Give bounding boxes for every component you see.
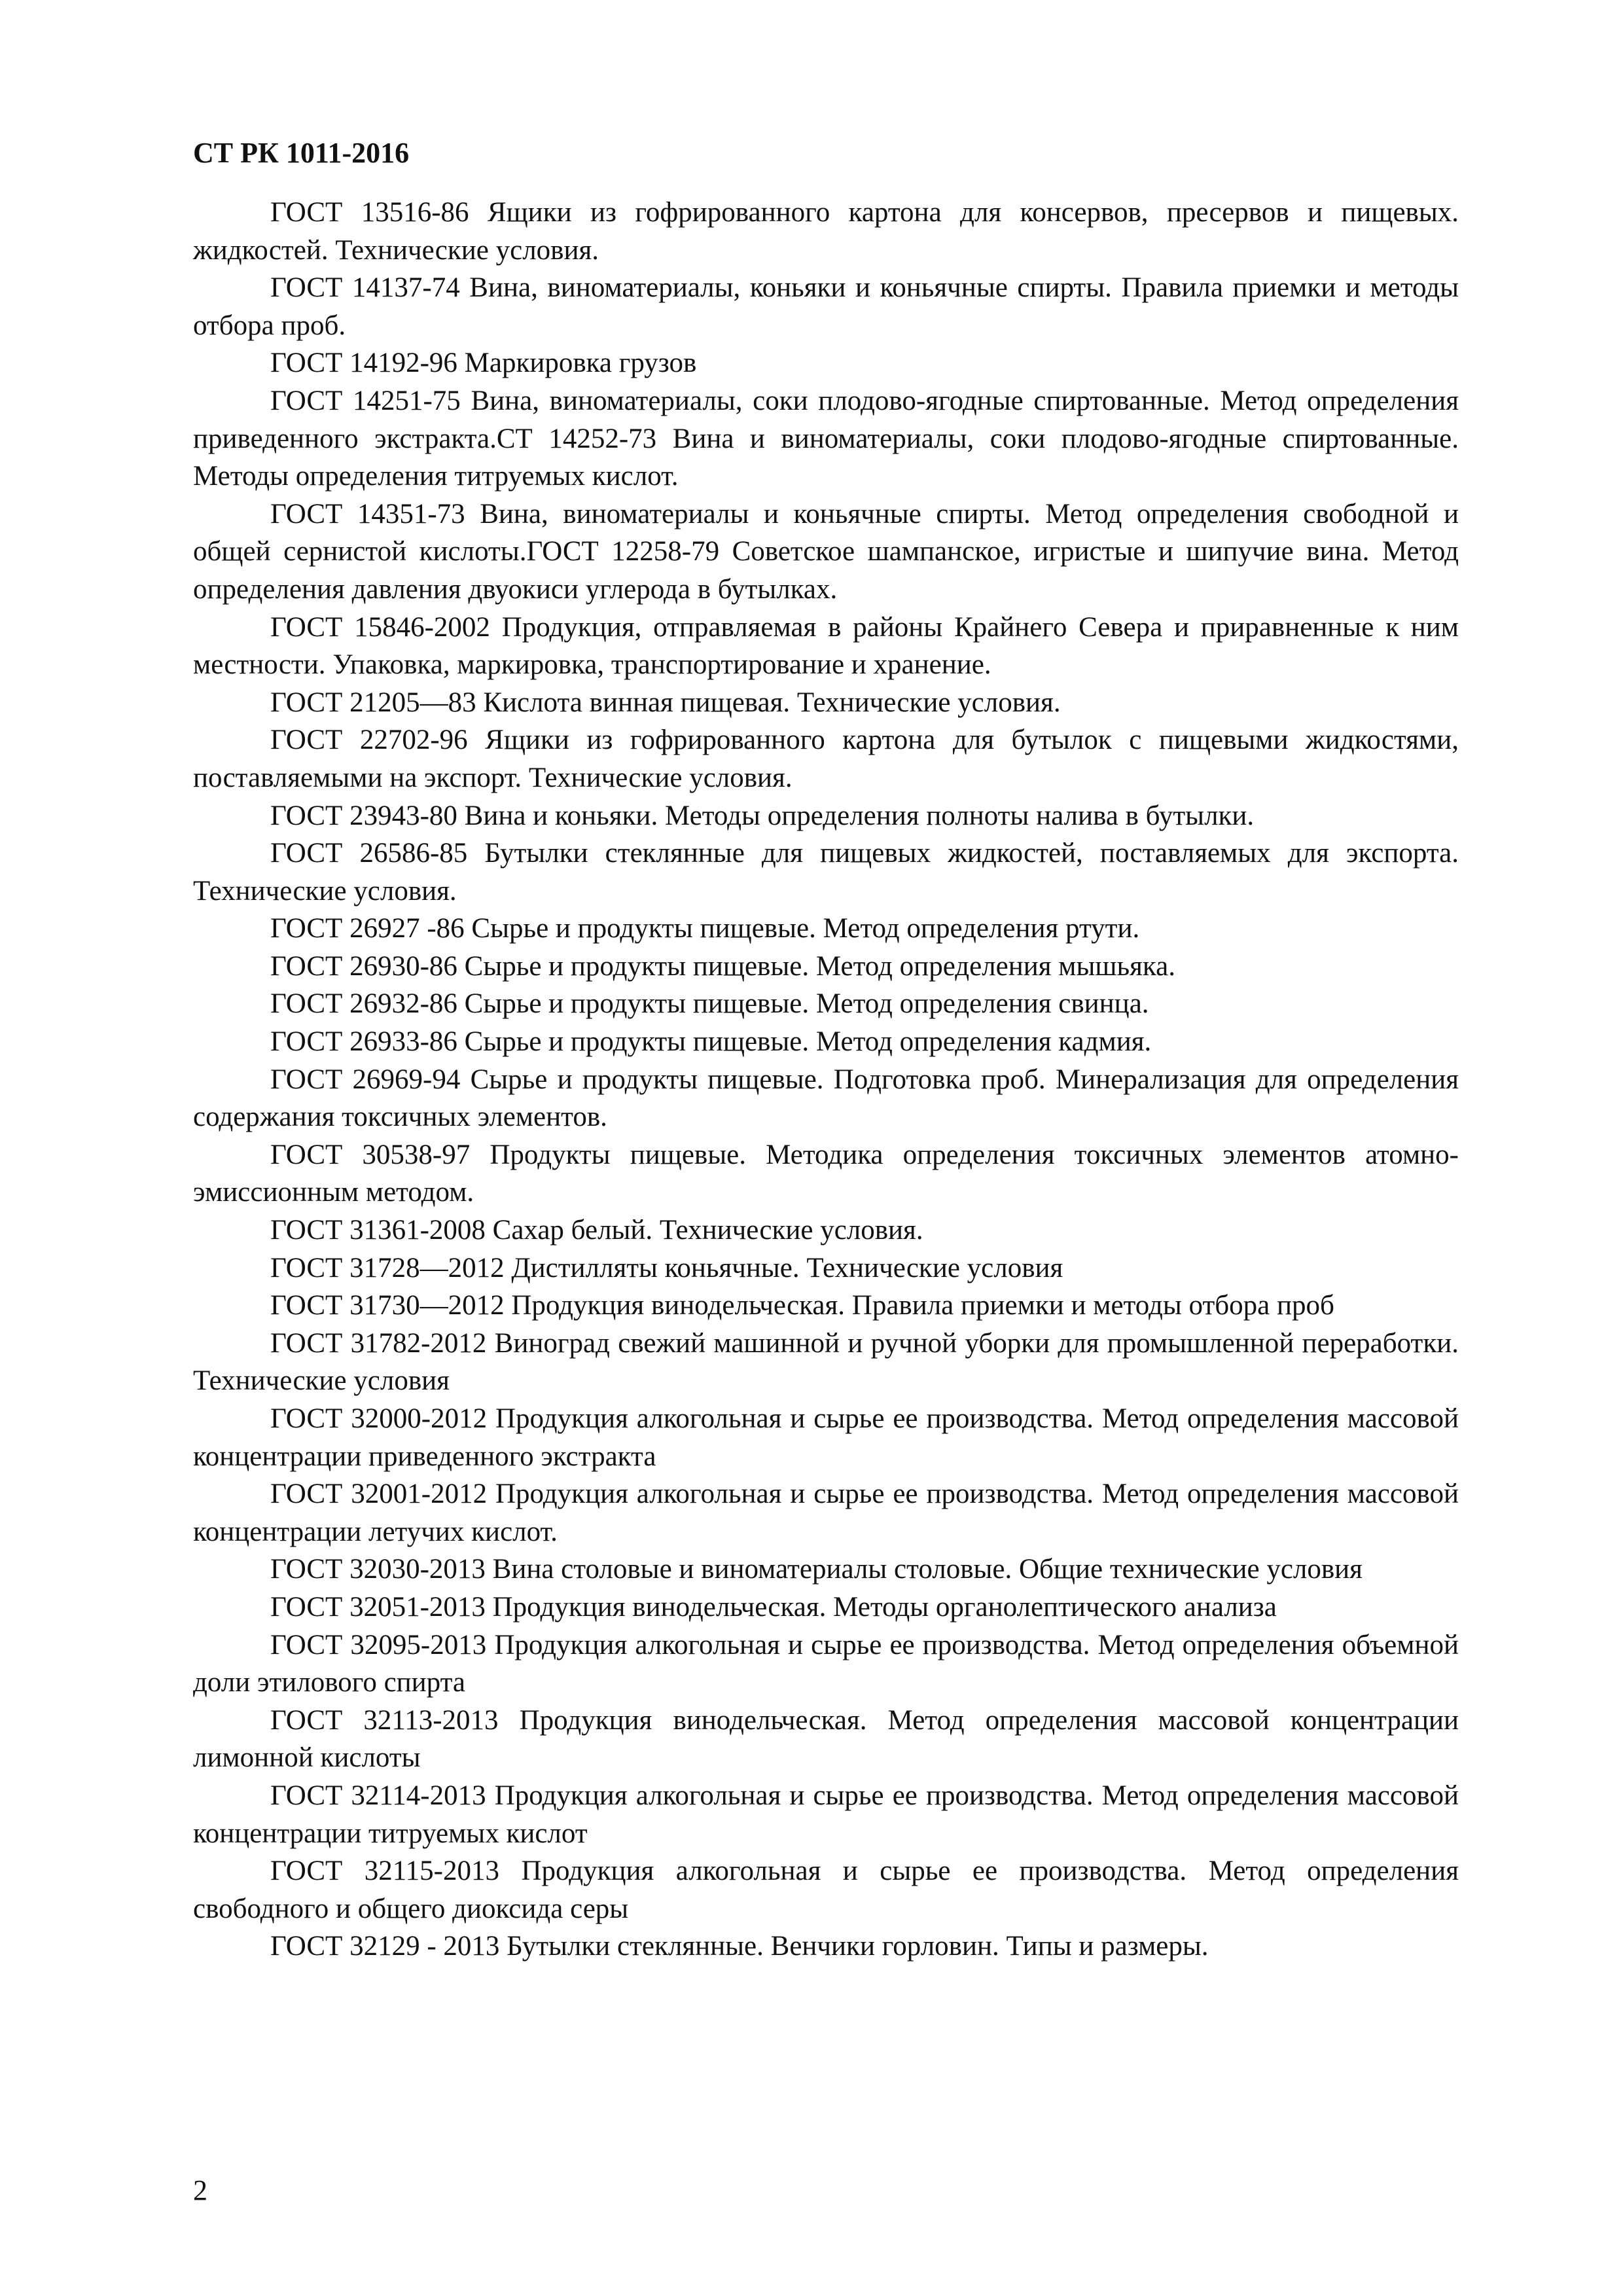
reference-entry: ГОСТ 30538-97 Продукты пищевые. Методика определения токсичных элементов атомно-эмиссионным методом.	[193, 1139, 1459, 1208]
reference-entry: ГОСТ 26927 -86 Сырье и продукты пищевые. Метод определения ртути.	[270, 913, 1140, 944]
page-number: 2	[193, 2174, 207, 2206]
reference-entry: ГОСТ 32051-2013 Продукция винодельческая. Методы органолептического анализа	[270, 1591, 1277, 1623]
document-designation: СТ РК 1011-2016	[193, 137, 410, 169]
reference-entry: ГОСТ 26933-86 Сырье и продукты пищевые. Метод определения кадмия.	[270, 1026, 1152, 1058]
reference-entry: ГОСТ 23943-80 Вина и коньяки. Методы определения полноты налива в бутылки.	[270, 800, 1255, 831]
reference-entry: ГОСТ 26969-94 Сырье и продукты пищевые. Подготовка проб. Минерализация для определения содержания токсичных элементов.	[193, 1064, 1459, 1133]
reference-entry: ГОСТ 15846-2002 Продукция, отправляемая в районы Крайнего Севера и приравненные к ним местности. Упаковка, маркировка, транспортирование и хранение.	[193, 611, 1459, 681]
reference-entry: ГОСТ 32113-2013 Продукция винодельческая. Метод определения массовой концентрации лимонной кислоты	[193, 1704, 1459, 1774]
reference-entry: ГОСТ 32001-2012 Продукция алкогольная и сырье ее производства. Метод определения массовой концентрации летучих кислот.	[193, 1479, 1459, 1547]
reference-entry: ГОСТ 14137-74 Вина, виноматериалы, коньяки и коньячные спирты. Правила приемки и методы отбора проб.	[193, 272, 1459, 341]
reference-entry: ГОСТ 31730—2012 Продукция винодельческая. Правила приемки и методы отбора проб	[270, 1290, 1334, 1321]
reference-entry: ГОСТ 13516-86 Ящики из гофрированного картона для консервов, пресервов и пищевых. жидкостей. Технические условия.	[193, 197, 1459, 266]
reference-entry: ГОСТ 31728—2012 Дистилляты коньячные. Технические условия	[270, 1252, 1063, 1283]
reference-entry: ГОСТ 32095-2013 Продукция алкогольная и сырье ее производства. Метод определения объемной доли этилового спирта	[193, 1629, 1459, 1698]
reference-entry: ГОСТ 14192-96 Маркировка грузов	[270, 348, 697, 379]
reference-entry: ГОСТ 14251-75 Вина, виноматериалы, соки плодово-ягодные спиртованные. Метод определения приведенного экстракта.СТ 14252-73 Вина и виноматериалы, соки плодово-ягодные спиртованные. Методы определения титруемых кислот.	[193, 385, 1459, 492]
reference-entry: ГОСТ 26930-86 Сырье и продукты пищевые. Метод определения мышьяка.	[270, 950, 1175, 982]
reference-entry: ГОСТ 22702-96 Ящики из гофрированного картона для бутылок с пищевыми жидкостями, поставляемыми на экспорт. Технические условия.	[193, 725, 1459, 793]
reference-entry: ГОСТ 14351-73 Вина, виноматериалы и коньячные спирты. Метод определения свободной и общей сернистой кислоты.ГОСТ 12258-79 Советское шампанское, игристые и шипучие вина. Метод определения давления двуокиси углерода в бутылках.	[193, 498, 1459, 605]
reference-entry: ГОСТ 32000-2012 Продукция алкогольная и сырье ее производства. Метод определения массовой концентрации приведенного экстракта	[193, 1403, 1459, 1472]
reference-entry: ГОСТ 32129 - 2013 Бутылки стеклянные. Венчики горловин. Типы и размеры.	[270, 1931, 1209, 1962]
reference-entry: ГОСТ 32114-2013 Продукция алкогольная и сырье ее производства. Метод определения массовой концентрации титруемых кислот	[193, 1780, 1459, 1849]
normative-references-list	[193, 194, 1459, 1965]
reference-entry: ГОСТ 31361-2008 Сахар белый. Технические условия.	[270, 1215, 923, 1246]
reference-entry: ГОСТ 26932-86 Сырье и продукты пищевые. Метод определения свинца.	[270, 988, 1149, 1020]
reference-entry: ГОСТ 32030-2013 Вина столовые и виноматериалы столовые. Общие технические условия	[270, 1554, 1363, 1585]
reference-entry: ГОСТ 31782-2012 Виноград свежий машинной и ручной уборки для промышленной переработки. Технические условия	[193, 1327, 1459, 1397]
reference-entry: ГОСТ 32115-2013 Продукция алкогольная и сырье ее производства. Метод определения свободного и общего диоксида серы	[193, 1856, 1459, 1924]
reference-entry: ГОСТ 21205—83 Кислота винная пищевая. Технические условия.	[270, 687, 1061, 718]
reference-entry: ГОСТ 26586-85 Бутылки стеклянные для пищевых жидкостей, поставляемых для экспорта. Технические условия.	[193, 838, 1459, 906]
